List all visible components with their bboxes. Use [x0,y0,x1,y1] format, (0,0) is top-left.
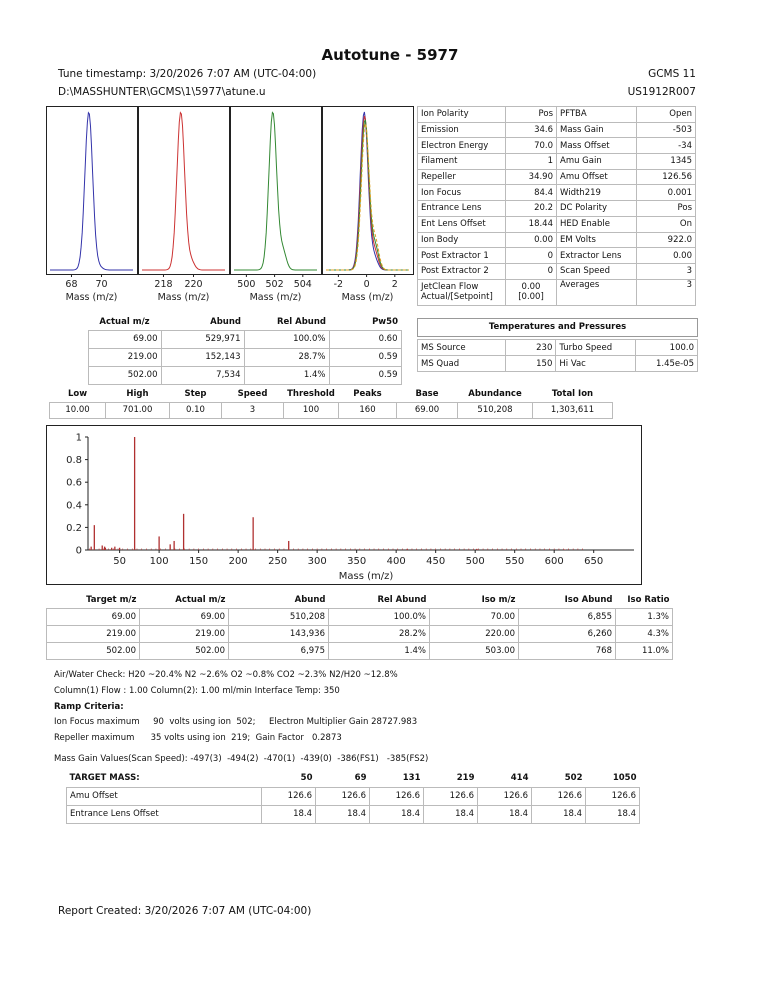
temps-value: 150 [505,356,556,372]
target-header: Abund [294,595,326,606]
y-tick-label: 0.6 [66,477,82,489]
scan-header: Step [184,388,207,399]
target-mass-header: 131 [402,773,421,784]
target-mass-cell: 18.4 [424,805,478,823]
temps-title: Temperatures and Pressures [417,318,698,337]
target-ions-table [46,593,673,660]
target-cell: 502.00 [140,642,229,659]
target-header: Target m/z [86,595,137,606]
target-cell: 100.0% [329,608,430,625]
profile-tick-label: 0 [363,279,370,290]
peak-cell: 28.7% [244,348,329,366]
scan-header: Low [67,388,88,399]
param-value: 0.00 [506,232,557,248]
param-label: Filament [418,154,506,170]
param-row [418,185,696,201]
mass-gain-values: Mass Gain Values(Scan Speed): -497(3) -494(2) -470(1) -439(0) -386(FS1) -385(FS2) [54,754,429,764]
scan-header: Speed [237,388,268,399]
param-value: On [637,216,696,232]
profile-tick-label: 220 [184,279,203,290]
param-value: 0.001 [637,185,696,201]
param-row [418,263,696,279]
air-water-check: Air/Water Check: H20 ~20.4% N2 ~2.6% O2 ~0.8% CO2 ~2.3% N2/H20 ~12.8% [54,670,398,680]
serial-number: US1912R007 [627,86,696,98]
x-tick-label: 250 [268,556,288,567]
x-tick-label: 450 [426,556,446,567]
peak-cell: 152,143 [161,348,244,366]
param-row [418,201,696,217]
param-value: 1345 [637,154,696,170]
param-label: Post Extractor 2 [418,263,506,279]
temps-row [418,356,698,372]
x-tick-label: 650 [584,556,604,567]
profile-tick-label: 502 [265,279,284,290]
param-label: Extractor Lens [557,248,637,264]
profile-frame [323,107,414,275]
jetclean-setpoint: [0.00] [518,292,544,303]
peak-cell: 69.00 [88,330,161,348]
tune-parameters-table [417,106,696,306]
target-cell: 1.3% [616,608,673,625]
target-mass-cell: Amu Offset [67,787,262,805]
target-header: Iso m/z [481,595,516,606]
profile-tick-label: 70 [95,279,108,290]
param-label: Entrance Lens [418,201,506,217]
profile-tick-label: 504 [293,279,312,290]
col-abund: Abund [210,316,241,327]
target-header: Iso Ratio [627,595,670,606]
target-mass-header: 414 [510,773,529,784]
mass-profile-plots [46,106,414,304]
target-mass-header: 69 [354,773,367,784]
target-cell: 6,975 [229,642,329,659]
peaks-summary-table [48,314,402,385]
peak-cell: 1.4% [244,366,329,384]
report-created: Report Created: 3/20/2026 7:07 AM (UTC-04:00) [58,905,312,917]
scan-header: Peaks [353,388,382,399]
peak-cell: 0.60 [329,330,401,348]
param-label: Mass Gain [557,122,637,138]
scan-header: Base [415,388,439,399]
param-label: Mass Offset [557,138,637,154]
target-row [47,642,673,659]
target-header: Rel Abund [377,595,427,606]
target-cell: 70.00 [430,608,519,625]
scan-value: 3 [222,402,284,418]
scan-header: High [126,388,149,399]
param-label: Electron Energy [418,138,506,154]
target-row [47,625,673,642]
profile-tick-label: 218 [154,279,173,290]
target-mass-header: 219 [456,773,475,784]
jetclean-label-2: Actual/[Setpoint] [421,292,493,303]
profile-frame [231,107,322,275]
x-tick-label: 100 [149,556,169,567]
jetclean-actual: 0.00 [521,282,541,293]
param-label: Ent Lens Offset [418,216,506,232]
scan-header: Abundance [468,388,522,399]
report-title: Autotune - 5977 [321,46,459,64]
ramp-repeller: Repeller maximum 35 volts using ion 219; Gain Factor 0.2873 [54,733,342,743]
temps-value: 230 [505,340,556,356]
col-rel-abund: Rel Abund [276,316,326,327]
target-cell: 4.3% [616,625,673,642]
param-label: PFTBA [557,107,637,123]
scan-value: 510,208 [458,402,533,418]
jetclean-label [418,279,506,305]
peak-cell: 7,534 [161,366,244,384]
instrument-name: GCMS 11 [648,68,696,80]
profile-frame [139,107,230,275]
target-mass-cell: 126.6 [586,787,640,805]
peak-row [48,348,401,366]
mass-spectrum-chart [47,426,641,584]
profile-xlabel: Mass (m/z) [249,292,302,303]
target-header: Iso Abund [564,595,613,606]
y-tick-label: 0.8 [66,455,82,467]
target-cell: 502.00 [47,642,140,659]
x-tick-label: 200 [228,556,248,567]
target-cell: 11.0% [616,642,673,659]
param-value: 34.6 [506,122,557,138]
peak-row [48,366,401,384]
param-label: Ion Polarity [418,107,506,123]
param-row [418,248,696,264]
target-mass-cell: 126.6 [478,787,532,805]
target-cell: 1.4% [329,642,430,659]
scan-value: 10.00 [50,402,106,418]
param-value: 0 [506,263,557,279]
param-row [418,216,696,232]
target-mass-cell: Entrance Lens Offset [67,805,262,823]
averages-label: Averages [557,279,637,305]
peak-cell: 0.59 [329,348,401,366]
param-label: Amu Offset [557,169,637,185]
param-value: Open [637,107,696,123]
profile-xlabel: Mass (m/z) [65,292,118,303]
temps-label: MS Source [418,340,506,356]
target-cell: 219.00 [140,625,229,642]
temps-value: 100.0 [636,340,698,356]
target-mass-row [67,805,640,823]
x-tick-label: 400 [386,556,406,567]
target-mass-cell: 18.4 [478,805,532,823]
param-value: -503 [637,122,696,138]
param-value: 84.4 [506,185,557,201]
profile-frame [47,107,138,275]
peak-cell: 0.59 [329,366,401,384]
param-row [418,138,696,154]
averages-value: 3 [637,279,696,305]
param-label: Emission [418,122,506,138]
target-mass-cell: 18.4 [370,805,424,823]
profile-tick-label: -2 [333,279,344,290]
param-value: 0 [506,248,557,264]
y-tick-label: 1 [75,432,82,444]
target-row [47,608,673,625]
param-label: Ion Focus [418,185,506,201]
target-cell: 143,936 [229,625,329,642]
scan-value: 0.10 [170,402,222,418]
target-cell: 219.00 [47,625,140,642]
param-value: 18.44 [506,216,557,232]
jetclean-label-1: JetClean Flow [421,282,479,293]
y-tick-label: 0.4 [66,500,82,512]
profile-tick-label: 2 [391,279,398,290]
y-tick-label: 0.2 [66,522,82,534]
x-tick-label: 500 [465,556,485,567]
param-label: Amu Gain [557,154,637,170]
param-value: 922.0 [637,232,696,248]
target-cell: 510,208 [229,608,329,625]
spectrum-xlabel: Mass (m/z) [338,571,394,582]
profile-tick-label: 500 [237,279,256,290]
temps-row [418,340,698,356]
target-mass-cell: 18.4 [316,805,370,823]
x-tick-label: 50 [113,556,126,567]
column-flow: Column(1) Flow : 1.00 Column(2): 1.00 ml/min Interface Temp: 350 [54,686,340,696]
target-mass-cell: 126.6 [262,787,316,805]
param-row [418,169,696,185]
profile-xlabel: Mass (m/z) [341,292,394,303]
peak-cell: 100.0% [244,330,329,348]
profile-tick-label: 68 [65,279,78,290]
param-label: Repeller [418,169,506,185]
target-mass-cell: 126.6 [424,787,478,805]
col-pw50: Pw50 [372,316,398,327]
target-mass-cell: 18.4 [532,805,586,823]
target-cell: 69.00 [47,608,140,625]
target-mass-cell: 18.4 [262,805,316,823]
param-label: EM Volts [557,232,637,248]
target-mass-cell: 18.4 [586,805,640,823]
param-row [418,122,696,138]
target-cell: 69.00 [140,608,229,625]
mass-profile-panels [46,106,414,304]
tune-timestamp: Tune timestamp: 3/20/2026 7:07 AM (UTC-04:00) [58,68,317,80]
param-value: Pos [637,201,696,217]
x-tick-label: 350 [347,556,367,567]
param-label: Post Extractor 1 [418,248,506,264]
mass-spectrum-panel [46,425,642,585]
temps-label: MS Quad [418,356,506,372]
jetclean-row [418,279,696,305]
param-value: 0.00 [637,248,696,264]
param-row [418,154,696,170]
param-value: -34 [637,138,696,154]
scan-header: Total Ion [551,388,594,399]
scan-parameters-table [49,386,613,419]
peak-cell: 529,971 [161,330,244,348]
param-label: Scan Speed [557,263,637,279]
temps-value: 1.45e-05 [636,356,698,372]
scan-value: 100 [284,402,339,418]
target-cell: 6,855 [519,608,616,625]
temps-label: Hi Vac [556,356,636,372]
x-tick-label: 550 [505,556,525,567]
target-cell: 768 [519,642,616,659]
scan-header: Threshold [287,388,335,399]
x-tick-label: 150 [189,556,209,567]
param-label: HED Enable [557,216,637,232]
peak-row [48,330,401,348]
scan-value: 1,303,611 [533,402,613,418]
param-label: Width219 [557,185,637,201]
scan-value: 69.00 [397,402,458,418]
param-value: 1 [506,154,557,170]
scan-value: 701.00 [106,402,170,418]
target-mass-header: 502 [564,773,583,784]
col-actual-mz: Actual m/z [99,316,150,327]
target-mass-header: 50 [300,773,313,784]
target-header: Actual m/z [175,595,226,606]
param-value: 70.0 [506,138,557,154]
x-tick-label: 600 [544,556,564,567]
param-row [418,232,696,248]
target-mass-header: 1050 [612,773,637,784]
target-mass-cell: 126.6 [316,787,370,805]
tune-file-path: D:\MASSHUNTER\GCMS\1\5977\atune.u [58,86,266,98]
ramp-criteria-title: Ramp Criteria: [54,702,124,712]
target-mass-row [67,787,640,805]
target-mass-cell: 126.6 [370,787,424,805]
param-label: DC Polarity [557,201,637,217]
scan-value: 160 [339,402,397,418]
param-value: 3 [637,263,696,279]
target-mass-header: TARGET MASS: [69,773,140,784]
target-cell: 503.00 [430,642,519,659]
peak-cell: 219.00 [88,348,161,366]
temps-label: Turbo Speed [556,340,636,356]
temperatures-pressures-box [417,318,698,372]
param-value: Pos [506,107,557,123]
x-tick-label: 300 [307,556,327,567]
peak-cell: 502.00 [88,366,161,384]
target-cell: 28.2% [329,625,430,642]
param-value: 126.56 [637,169,696,185]
target-mass-cell: 126.6 [532,787,586,805]
target-mass-table [66,770,640,824]
param-value: 34.90 [506,169,557,185]
jetclean-values [506,279,557,305]
param-row [418,107,696,123]
profile-xlabel: Mass (m/z) [157,292,210,303]
target-cell: 220.00 [430,625,519,642]
param-label: Ion Body [418,232,506,248]
y-tick-label: 0 [75,545,82,557]
ramp-ion-focus: Ion Focus maximum 90 volts using ion 502; Electron Multiplier Gain 28727.983 [54,717,418,727]
target-cell: 6,260 [519,625,616,642]
param-value: 20.2 [506,201,557,217]
